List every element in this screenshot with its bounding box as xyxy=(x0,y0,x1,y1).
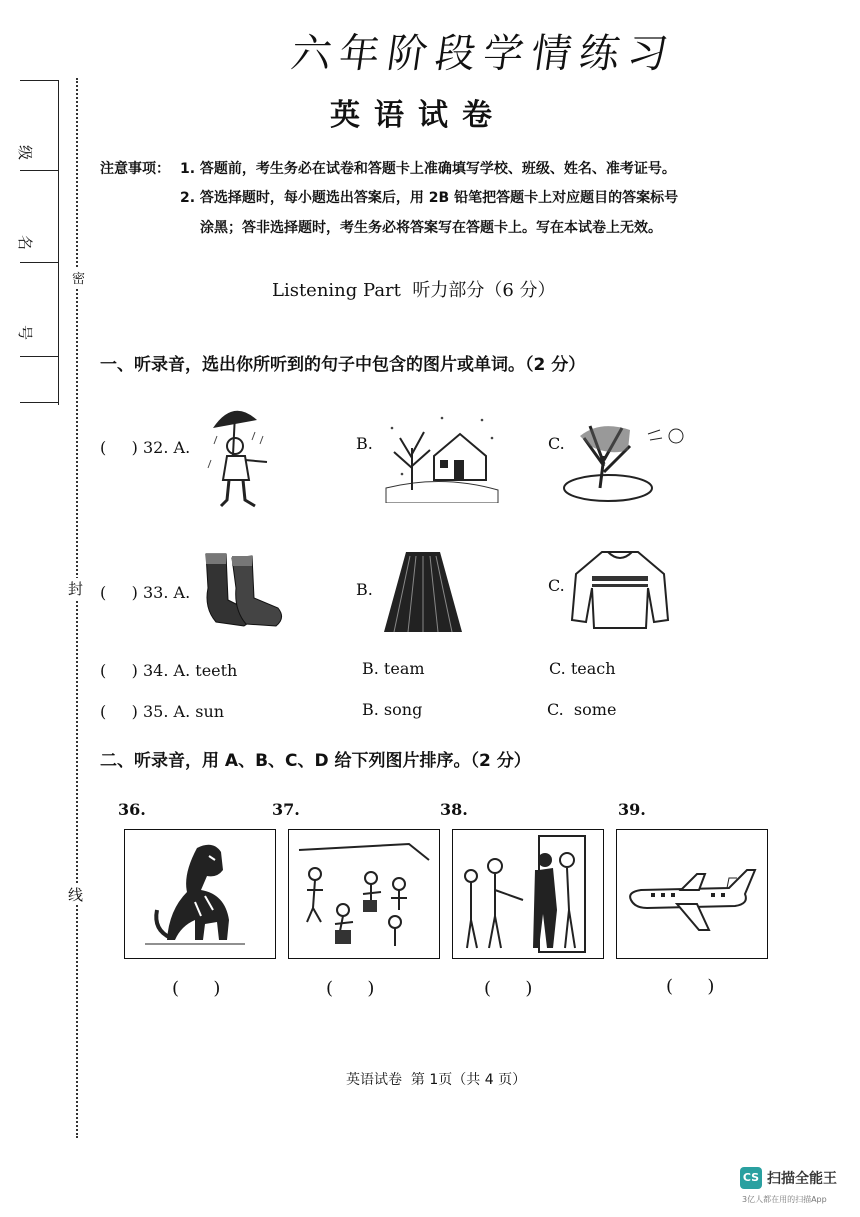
q32-option-b[interactable]: B. xyxy=(356,434,373,453)
section2-heading: 二、听录音，用 A、B、C、D 给下列图片排序。（2 分） xyxy=(100,751,531,771)
socks-icon xyxy=(200,548,290,633)
q35-option-c[interactable]: C. some xyxy=(547,700,617,719)
q32-option-c[interactable]: C. xyxy=(548,434,565,453)
q33-bracket[interactable]: ( ) xyxy=(100,583,138,602)
scanner-logo: CS xyxy=(740,1167,762,1189)
q36-picture-frame xyxy=(124,829,276,959)
section1-heading: 一、听录音，选出你所听到的句子中包含的图片或单词。（2 分） xyxy=(100,355,586,375)
q36-answer-bracket[interactable]: ( ) xyxy=(172,978,221,999)
q38-picture-frame xyxy=(452,829,604,959)
q36-number: 36. xyxy=(118,800,146,819)
q34-option-a[interactable]: 34. A. teeth xyxy=(143,661,238,680)
handwritten-title: 六年阶段学情练习 xyxy=(288,31,679,77)
windy-tree-icon xyxy=(560,416,690,504)
q37-answer-bracket[interactable]: ( ) xyxy=(326,978,375,999)
q34-bracket[interactable]: ( ) xyxy=(100,661,138,680)
listening-part-title: Listening Part 听力部分（6 分） xyxy=(272,280,556,301)
q35-option-a[interactable]: 35. A. sun xyxy=(143,702,225,721)
notice-line-1: 1. 答题前，考生务必在试卷和答题卡上准确填写学校、班级、姓名、准考证号。 xyxy=(180,161,676,177)
q35-option-b[interactable]: B. song xyxy=(362,700,423,719)
binding-vertical-rule xyxy=(58,80,59,405)
q32-number: 32. A. xyxy=(143,438,191,457)
q34-option-c[interactable]: C. teach xyxy=(549,659,616,678)
rain-umbrella-boy-icon xyxy=(205,400,275,512)
q39-number: 39. xyxy=(618,800,646,819)
page-footer: 英语试卷 第 1页（共 4 页） xyxy=(346,1072,527,1088)
tiger-icon xyxy=(125,830,275,958)
margin-char-line: 线 xyxy=(68,886,84,904)
q33-number: 33. A. xyxy=(143,583,191,602)
notice-line-3: 涂黑；答非选择题时，考生务必将答案写在答题卡上。写在本试卷上无效。 xyxy=(200,220,662,236)
binding-label-name: 名 xyxy=(16,234,35,251)
q35-bracket[interactable]: ( ) xyxy=(100,702,138,721)
children-playing-icon xyxy=(289,830,439,958)
page-title: 英语试卷 xyxy=(330,98,506,133)
q33-option-c[interactable]: C. xyxy=(548,576,565,595)
skirt-icon xyxy=(378,548,468,636)
scanner-app-name: 扫描全能王 xyxy=(767,1171,837,1187)
snow-house-icon xyxy=(382,408,502,503)
notice-line-2: 2. 答选择题时，每小题选出答案后，用 2B 铅笔把答题卡上对应题目的答案标号 xyxy=(180,190,679,206)
q37-picture-frame xyxy=(288,829,440,959)
q33-option-b[interactable]: B. xyxy=(356,580,373,599)
binding-label-class: 级 xyxy=(16,144,35,161)
binding-label-number: 号 xyxy=(16,324,35,341)
scanner-tagline: 3亿人都在用的扫描App xyxy=(742,1195,827,1204)
sweater-icon xyxy=(568,544,672,634)
q38-number: 38. xyxy=(440,800,468,819)
airplane-icon xyxy=(617,830,767,958)
margin-char-seal: 密 xyxy=(72,268,85,287)
q39-picture-frame xyxy=(616,829,768,959)
notice-label: 注意事项： xyxy=(100,161,170,177)
handshake-people-icon xyxy=(453,830,603,958)
q34-option-b[interactable]: B. team xyxy=(362,659,425,678)
q39-answer-bracket[interactable]: ( ) xyxy=(666,976,715,997)
binding-dashed-line xyxy=(76,78,78,1138)
q38-answer-bracket[interactable]: ( ) xyxy=(484,978,533,999)
q32-bracket[interactable]: ( ) xyxy=(100,438,138,457)
q37-number: 37. xyxy=(272,800,300,819)
margin-char-close: 封 xyxy=(68,580,84,598)
